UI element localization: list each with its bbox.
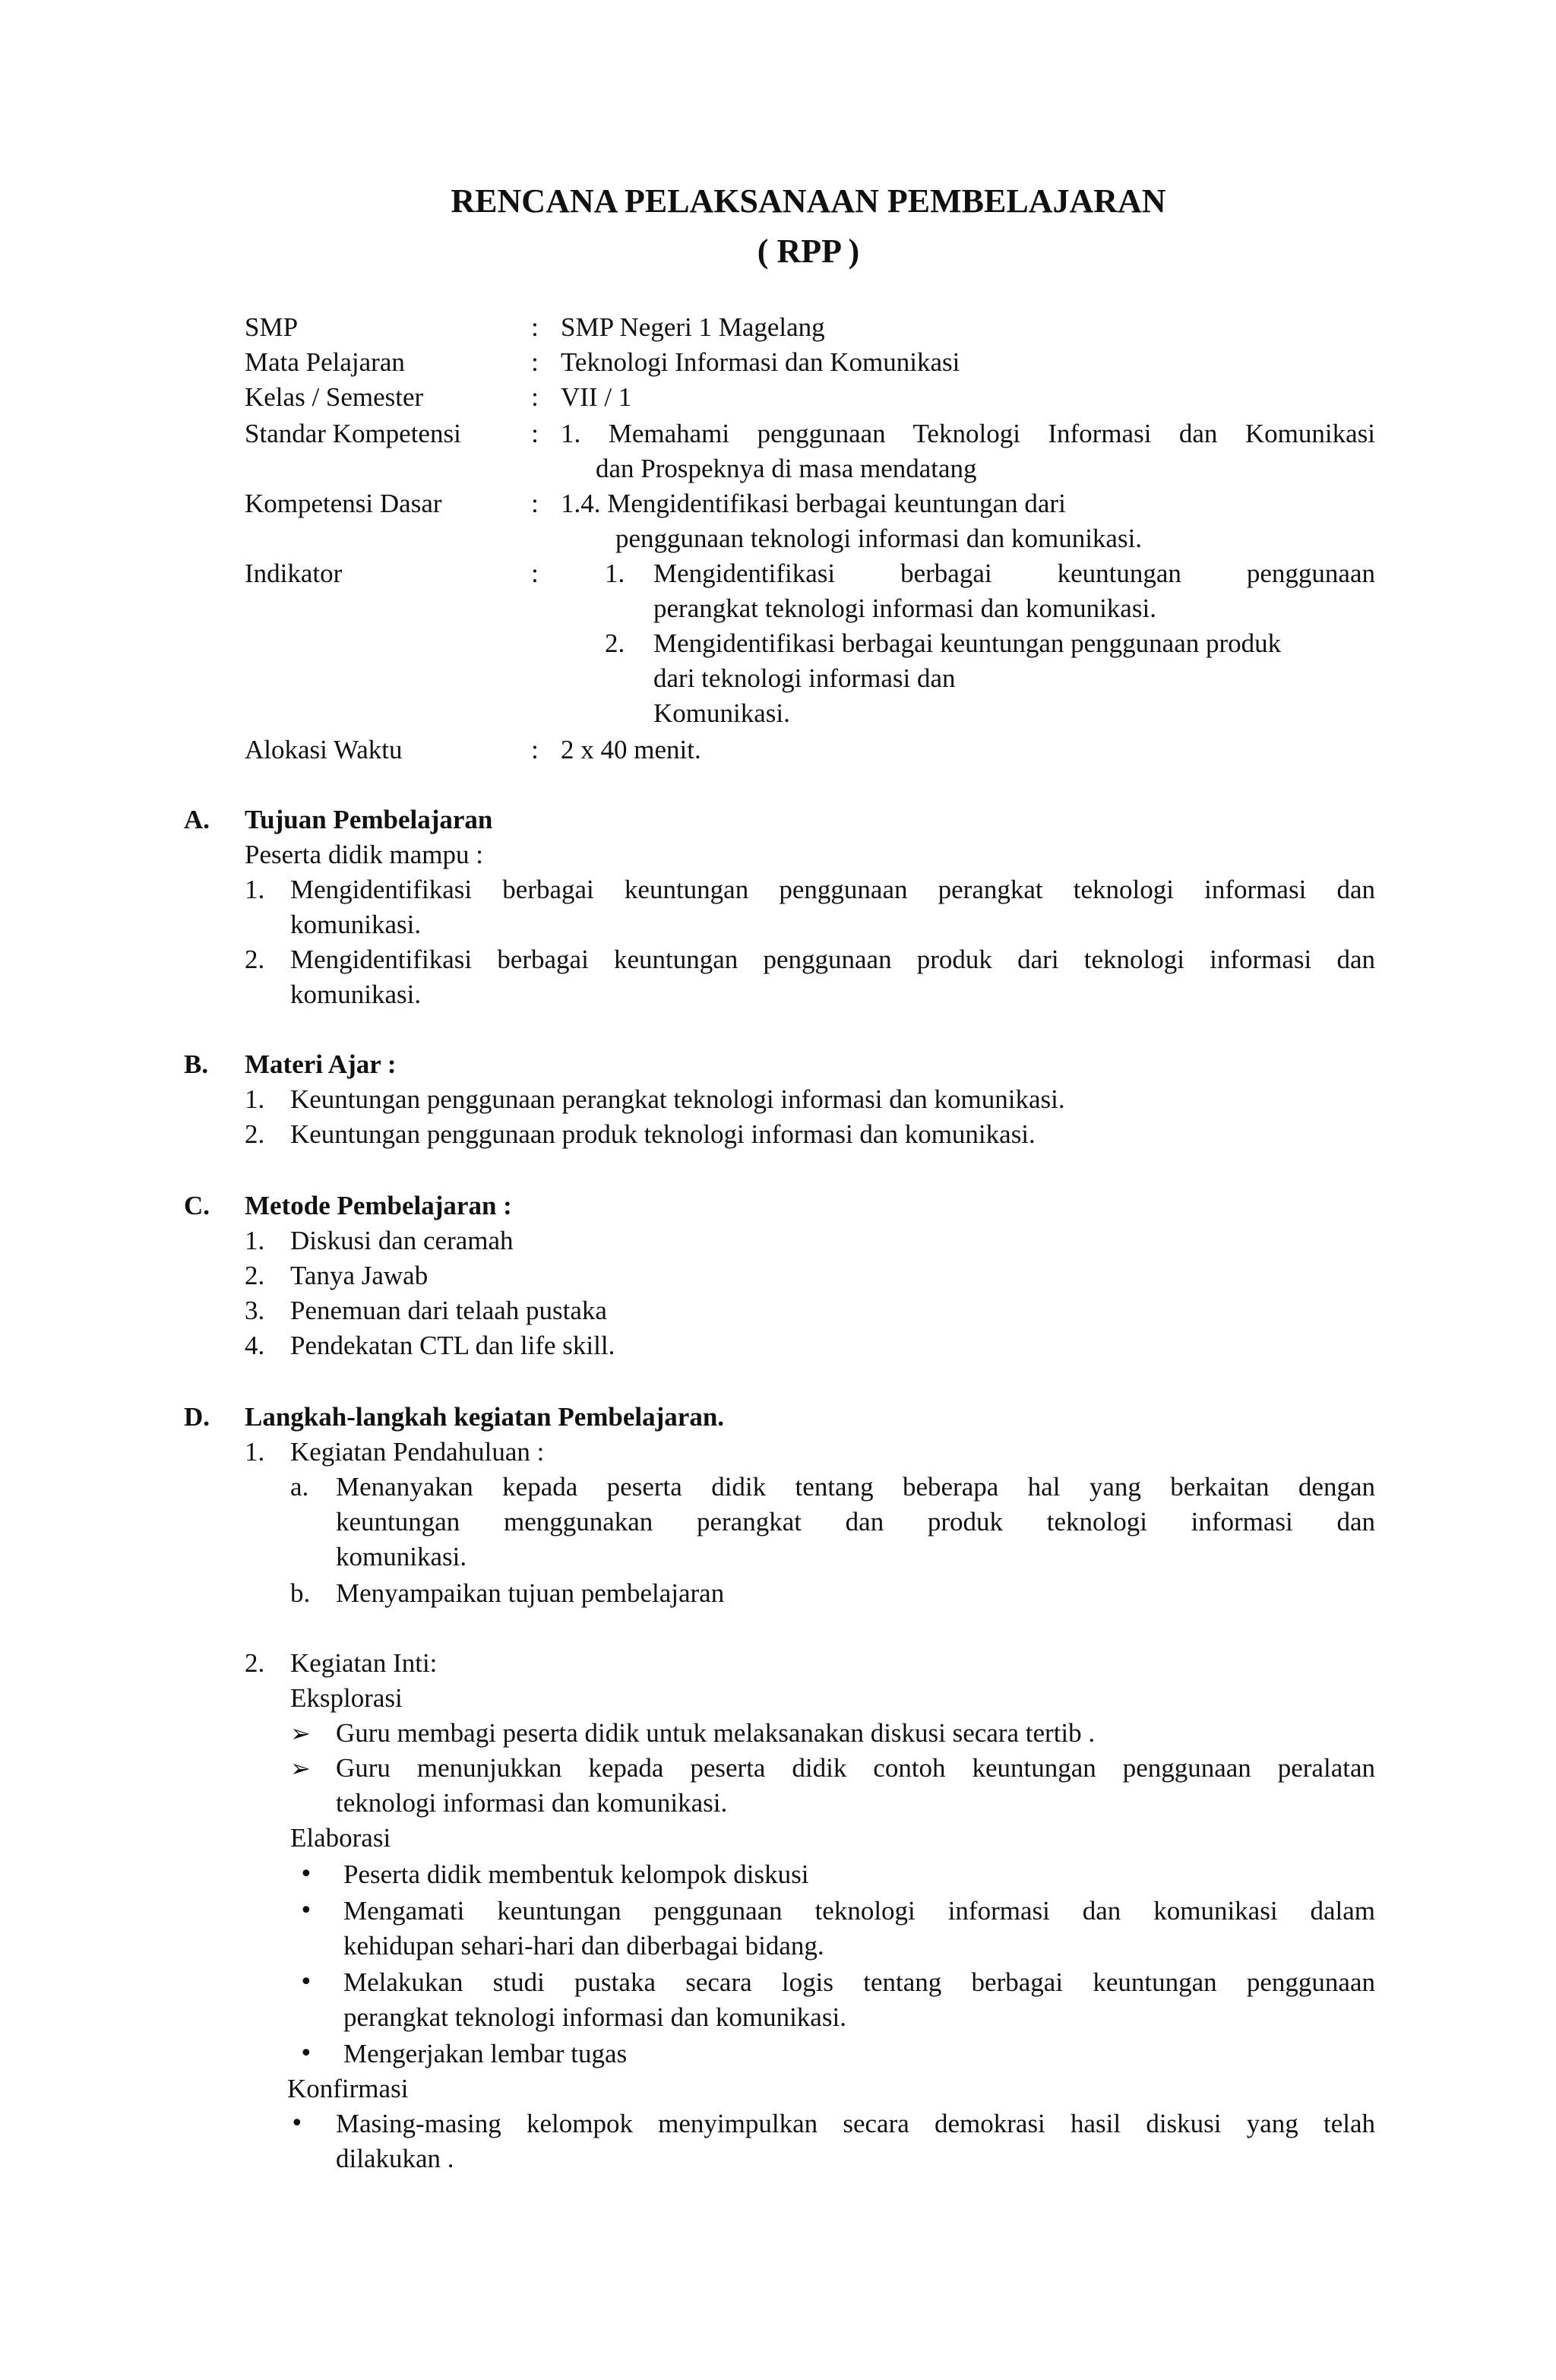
section-a-heading: Tujuan Pembelajaran xyxy=(245,805,493,834)
bullet-icon: • xyxy=(299,1861,313,1888)
indikator-2-line-1: Mengidentifikasi berbagai keuntungan penggunaan produk xyxy=(653,628,1282,658)
section-a-item-1-line-2: komunikasi. xyxy=(290,910,422,939)
section-c-item-3-number: 3. xyxy=(245,1296,265,1325)
section-b-letter: B. xyxy=(184,1049,209,1079)
pendahuluan-a-letter: a. xyxy=(290,1472,309,1502)
indikator-1-line-1: Mengidentifikasi berbagai keuntungan penggunaan xyxy=(653,559,1375,588)
section-c-heading: Metode Pembelajaran : xyxy=(245,1191,512,1220)
class-value: VII / 1 xyxy=(561,382,632,412)
section-b-item-1-number: 1. xyxy=(245,1084,265,1114)
indikator-label: Indikator xyxy=(245,559,343,588)
subject-colon: : xyxy=(531,347,539,377)
bullet-icon: • xyxy=(290,2110,304,2137)
arrow-bullet-icon: ➢ xyxy=(290,1754,311,1783)
section-b-heading: Materi Ajar : xyxy=(245,1049,397,1079)
pendahuluan-b-text: Menyampaikan tujuan pembelajaran xyxy=(336,1578,725,1608)
indikator-2-number: 2. xyxy=(605,628,625,658)
bullet-icon: • xyxy=(299,1897,313,1924)
elaborasi-item-1: Peserta didik membentuk kelompok diskusi xyxy=(343,1859,809,1889)
section-c-item-4-number: 4. xyxy=(245,1331,265,1360)
pendahuluan-heading: Kegiatan Pendahuluan : xyxy=(290,1437,545,1467)
eksplorasi-item-1: Guru membagi peserta didik untuk melaksanakan diskusi secara tertib . xyxy=(336,1718,1096,1748)
section-b-item-2-text: Keuntungan penggunaan produk teknologi informasi dan komunikasi. xyxy=(290,1119,1036,1149)
kd-line-2: penggunaan teknologi informasi dan komunikasi. xyxy=(615,524,1143,553)
bullet-icon: • xyxy=(299,2040,313,2067)
indikator-2-line-2: dari teknologi informasi dan xyxy=(653,663,956,693)
subject-value: Teknologi Informasi dan Komunikasi xyxy=(561,347,960,377)
time-value: 2 x 40 menit. xyxy=(561,735,701,764)
konfirmasi-heading: Konfirmasi xyxy=(287,2074,409,2103)
pendahuluan-a-line-3: komunikasi. xyxy=(336,1542,467,1571)
section-a-item-2-line-1: Mengidentifikasi berbagai keuntungan penggunaan produk dari teknologi informasi dan xyxy=(290,945,1375,974)
section-d-heading: Langkah-langkah kegiatan Pembelajaran. xyxy=(245,1402,725,1432)
section-c-item-1-number: 1. xyxy=(245,1226,265,1255)
school-label: SMP xyxy=(245,312,299,342)
pendahuluan-b-letter: b. xyxy=(290,1578,311,1608)
inti-number: 2. xyxy=(245,1648,265,1678)
eksplorasi-item-2-line-1: Guru menunjukkan kepada peserta didik contoh keuntungan penggunaan peralatan xyxy=(336,1753,1375,1783)
section-a-item-2-number: 2. xyxy=(245,945,265,974)
indikator-2-line-3: Komunikasi. xyxy=(653,698,790,728)
section-c-letter: C. xyxy=(184,1191,210,1220)
section-a-letter: A. xyxy=(184,805,210,834)
section-c-item-4-text: Pendekatan CTL dan life skill. xyxy=(290,1331,615,1360)
sk-line-2: dan Prospeknya di masa mendatang xyxy=(596,454,977,483)
document-subtitle: ( RPP ) xyxy=(757,233,860,270)
elaborasi-item-3-line-1: Melakukan studi pustaka secara logis tentang berbagai keuntungan penggunaan xyxy=(343,1967,1375,1997)
eksplorasi-heading: Eksplorasi xyxy=(290,1683,403,1713)
konfirmasi-item-1-line-2: dilakukan . xyxy=(336,2144,454,2173)
section-c-item-3-text: Penemuan dari telaah pustaka xyxy=(290,1296,607,1325)
elaborasi-item-3-line-2: perangkat teknologi informasi dan komunikasi. xyxy=(343,2002,846,2032)
elaborasi-item-2-line-2: kehidupan sehari-hari dan diberbagai bidang. xyxy=(343,1931,824,1961)
subject-label: Mata Pelajaran xyxy=(245,347,405,377)
pendahuluan-a-line-1: Menanyakan kepada peserta didik tentang beberapa hal yang berkaitan dengan xyxy=(336,1472,1375,1502)
section-d-letter: D. xyxy=(184,1402,210,1432)
konfirmasi-item-1-line-1: Masing-masing kelompok menyimpulkan secara demokrasi hasil diskusi yang telah xyxy=(336,2109,1375,2138)
pendahuluan-a-line-2: keuntungan menggunakan perangkat dan produk teknologi informasi dan xyxy=(336,1507,1375,1537)
kd-colon: : xyxy=(531,489,539,518)
arrow-bullet-icon: ➢ xyxy=(290,1719,311,1748)
inti-heading: Kegiatan Inti: xyxy=(290,1648,438,1678)
section-a-item-1-number: 1. xyxy=(245,875,265,904)
time-label: Alokasi Waktu xyxy=(245,735,403,764)
section-b-item-2-number: 2. xyxy=(245,1119,265,1149)
indikator-1-line-2: perangkat teknologi informasi dan komunikasi. xyxy=(653,593,1156,623)
kd-line-1: 1.4. Mengidentifikasi berbagai keuntungan dari xyxy=(561,489,1066,518)
sk-label: Standar Kompetensi xyxy=(245,419,461,448)
section-a-item-2-line-2: komunikasi. xyxy=(290,980,422,1009)
section-a-item-1-line-1: Mengidentifikasi berbagai keuntungan penggunaan perangkat teknologi informasi dan xyxy=(290,875,1375,904)
kd-label: Kompetensi Dasar xyxy=(245,489,442,518)
time-colon: : xyxy=(531,735,539,764)
school-colon: : xyxy=(531,312,539,342)
section-c-item-2-number: 2. xyxy=(245,1261,265,1290)
bullet-icon: • xyxy=(299,1969,313,1995)
class-colon: : xyxy=(531,382,539,412)
indikator-1-number: 1. xyxy=(605,559,625,588)
indikator-colon: : xyxy=(531,559,539,588)
elaborasi-item-4: Mengerjakan lembar tugas xyxy=(343,2039,628,2068)
section-a-intro: Peserta didik mampu : xyxy=(245,840,483,869)
elaborasi-item-2-line-1: Mengamati keuntungan penggunaan teknologi informasi dan komunikasi dalam xyxy=(343,1896,1375,1926)
elaborasi-heading: Elaborasi xyxy=(290,1823,391,1853)
sk-line-1: 1. Memahami penggunaan Teknologi Informasi dan Komunikasi xyxy=(561,419,1375,448)
school-value: SMP Negeri 1 Magelang xyxy=(561,312,825,342)
class-label: Kelas / Semester xyxy=(245,382,424,412)
section-c-item-1-text: Diskusi dan ceramah xyxy=(290,1226,514,1255)
document-title: RENCANA PELAKSANAAN PEMBELAJARAN xyxy=(451,182,1166,220)
sk-colon: : xyxy=(531,419,539,448)
eksplorasi-item-2-line-2: teknologi informasi dan komunikasi. xyxy=(336,1788,728,1818)
pendahuluan-number: 1. xyxy=(245,1437,265,1467)
section-b-item-1-text: Keuntungan penggunaan perangkat teknologi informasi dan komunikasi. xyxy=(290,1084,1065,1114)
section-c-item-2-text: Tanya Jawab xyxy=(290,1261,429,1290)
